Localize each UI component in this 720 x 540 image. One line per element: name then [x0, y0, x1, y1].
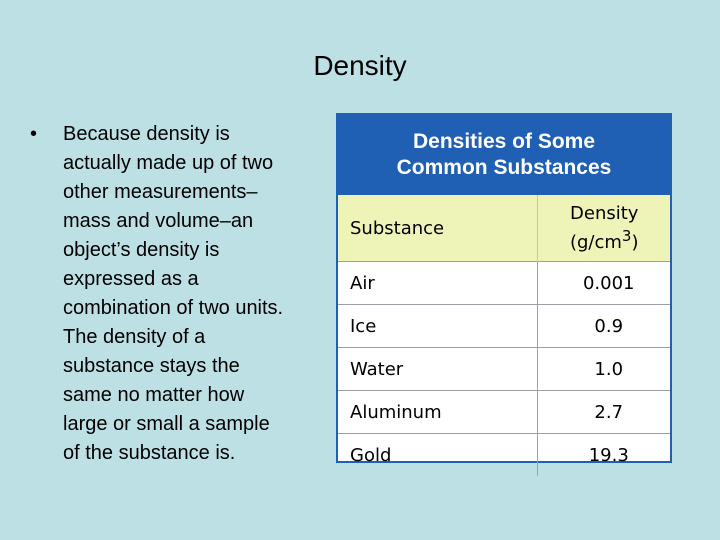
table-row [338, 391, 670, 434]
table-header-row [338, 195, 670, 262]
density-cell: 19.3 [538, 434, 670, 477]
bullet-paragraph [30, 120, 330, 468]
column-header-density-label: Density [570, 202, 639, 224]
table-title: Densities of Some Common Substances [338, 115, 670, 195]
density-cell: 1.0 [538, 348, 670, 391]
substance-cell: Air [338, 262, 538, 305]
column-header-substance: Substance [338, 195, 538, 262]
substance-cell: Aluminum [338, 391, 538, 434]
table-row [338, 434, 670, 477]
table-row [338, 348, 670, 391]
slide-title: Density [313, 50, 407, 81]
density-data-table [338, 195, 670, 476]
column-header-density [538, 195, 670, 262]
bullet-symbol: • [30, 123, 38, 145]
substance-cell: Ice [338, 305, 538, 348]
density-cell: 0.001 [538, 262, 670, 305]
table-row [338, 305, 670, 348]
density-cell: 0.9 [538, 305, 670, 348]
table-row [338, 262, 670, 305]
bullet-text: Because density is actually made up of two other measurements– mass and volume–an object’s density is expressed as a combination of two units. The density of a substance stays the same no matter how large or small a sample of the substance is. [63, 123, 284, 464]
substance-cell: Water [338, 348, 538, 391]
column-header-density-unit: $(g/cm^3)$ [569, 226, 639, 253]
substance-cell: Gold [338, 434, 538, 477]
density-table [336, 113, 672, 466]
density-cell: 2.7 [538, 391, 670, 434]
